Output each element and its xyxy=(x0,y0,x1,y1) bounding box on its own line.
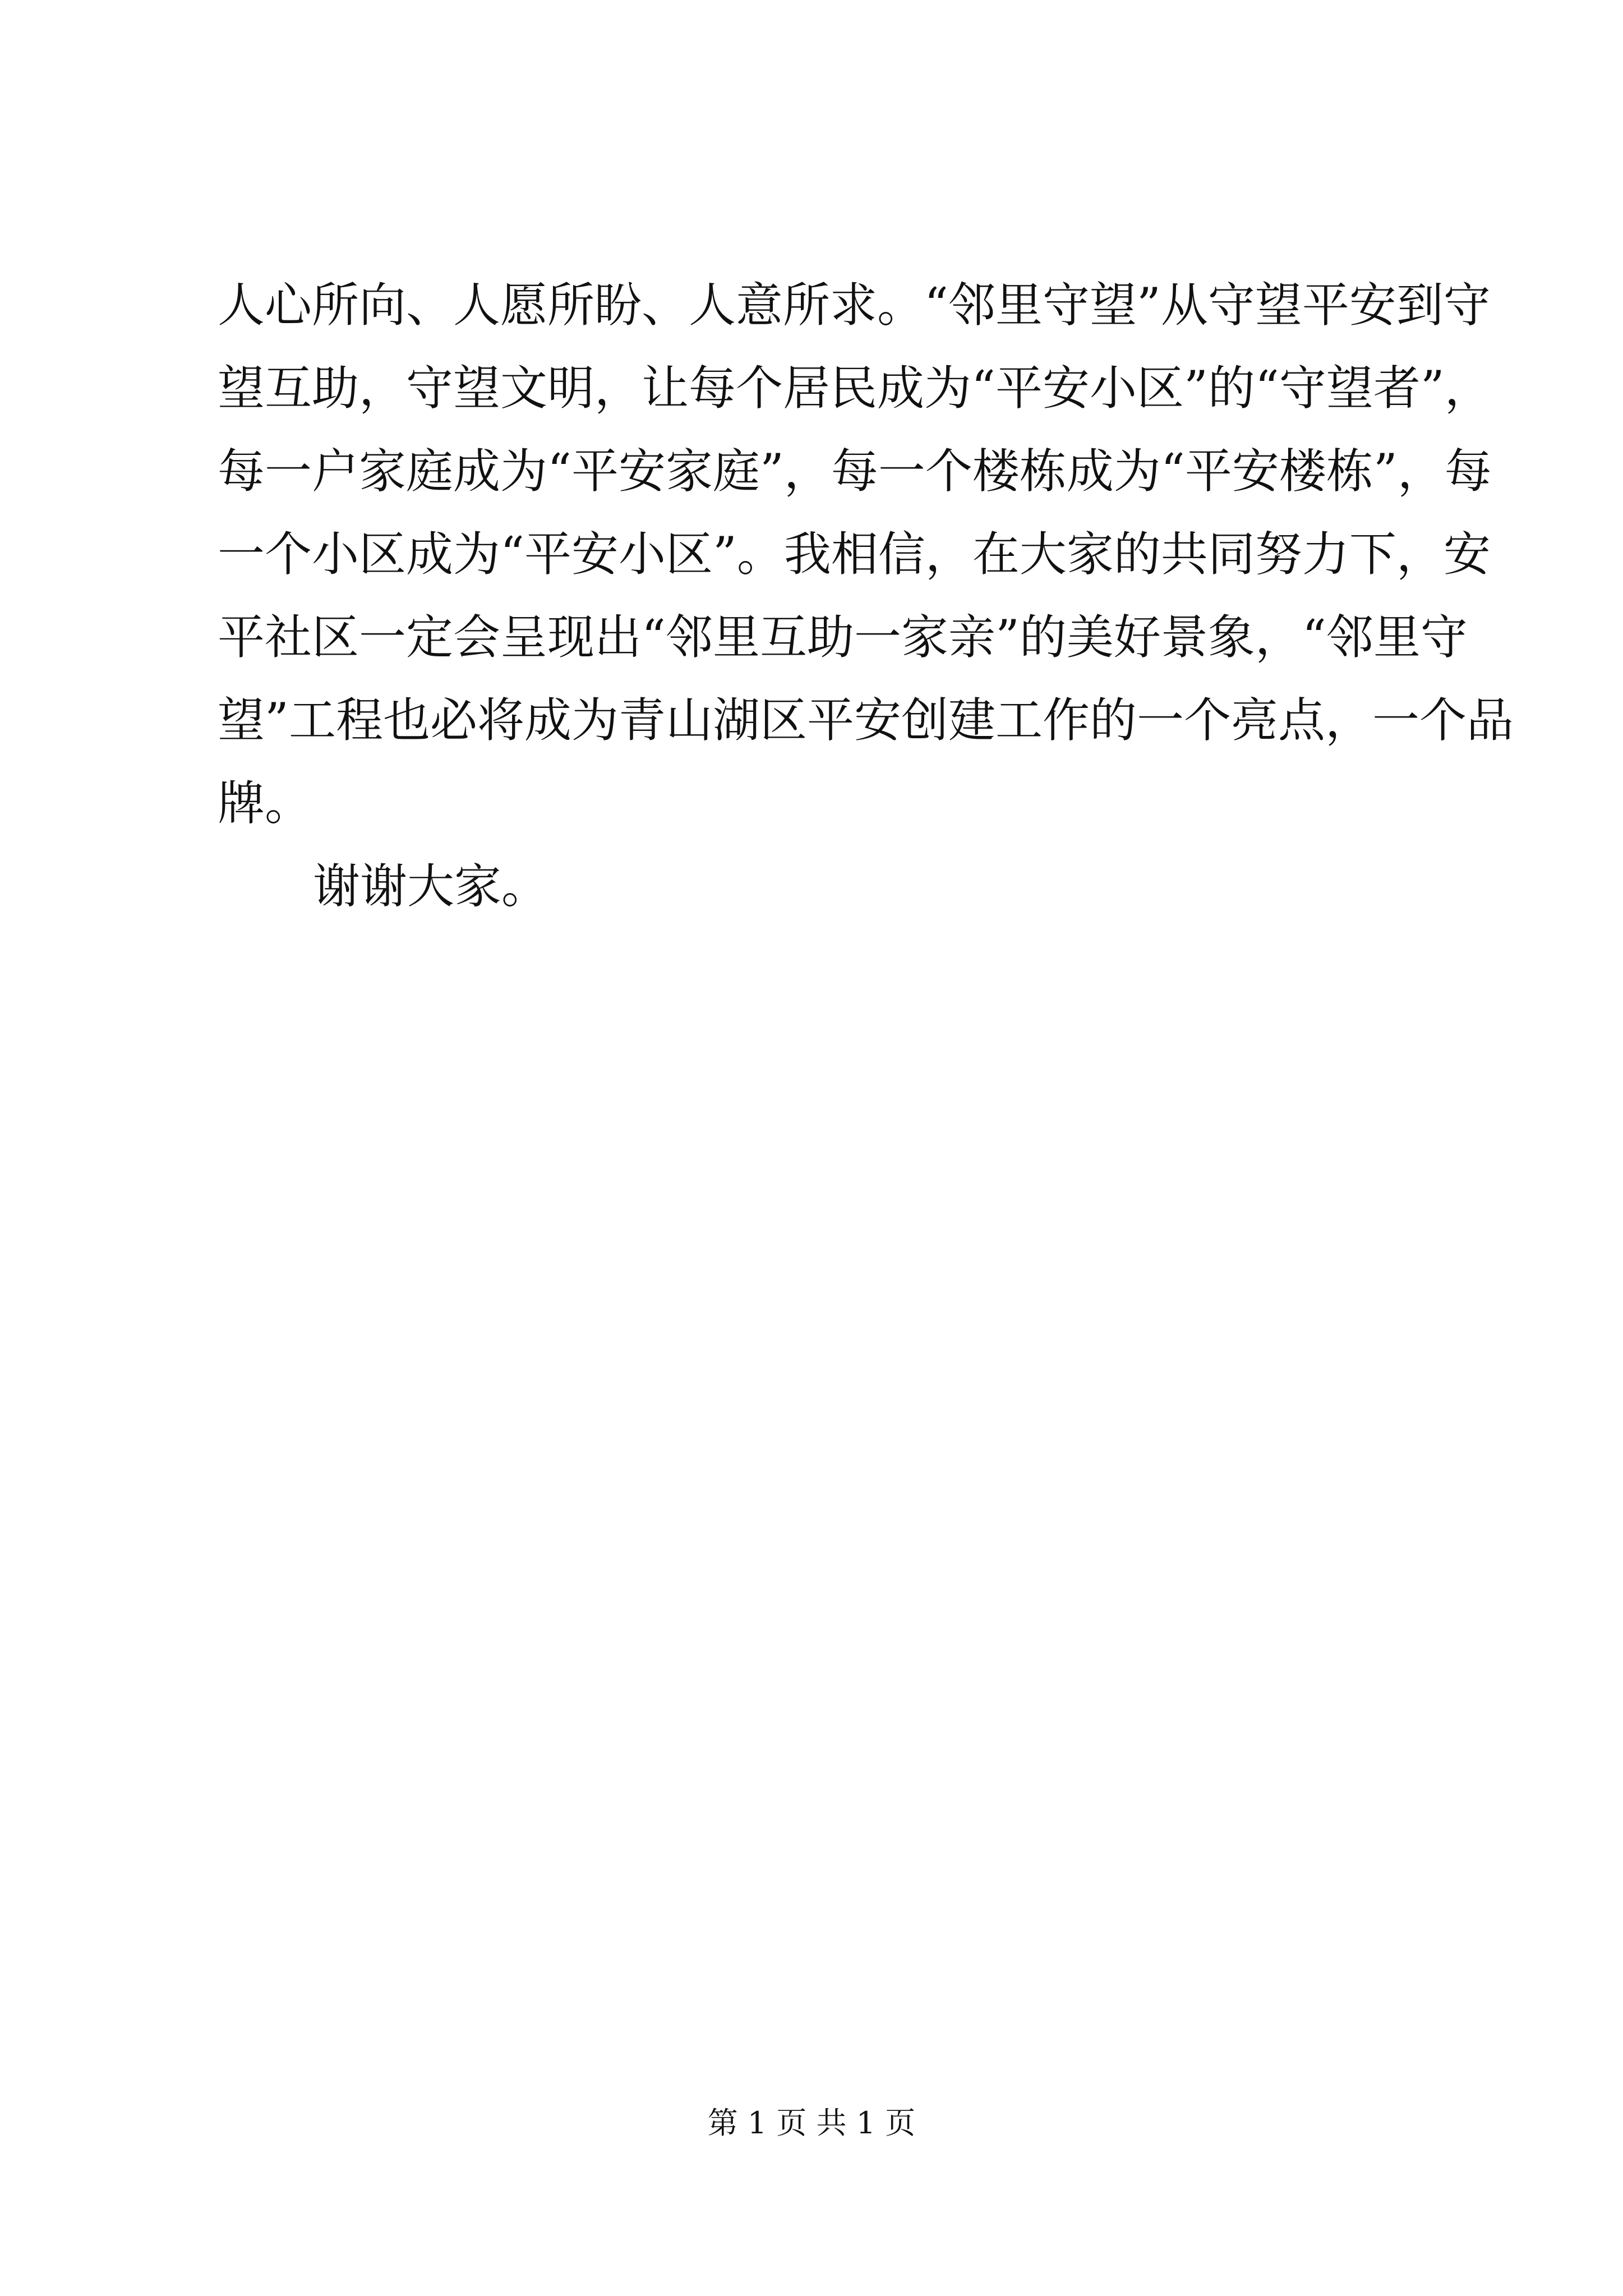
paragraph-line: 每一户家庭成为“平安家庭”，每一个楼栋成为“平安楼栋”，每 xyxy=(218,444,1492,499)
paragraph-line: 望互助，守望文明，让每个居民成为“平安小区”的“守望者”， xyxy=(218,361,1492,416)
paragraph-line: 一个小区成为“平安小区”。我相信，在大家的共同努力下，安 xyxy=(218,527,1491,582)
body-text xyxy=(218,264,1514,928)
page-footer: 第 1 页 共 1 页 xyxy=(707,2105,916,2141)
closing-paragraph: 谢谢大家。 xyxy=(313,859,549,914)
paragraph-line: 人心所向、人愿所盼、人意所求。“邻里守望”从守望平安到守 xyxy=(218,278,1491,333)
paragraph-line: 牌。 xyxy=(218,776,312,831)
paragraph-line: 平社区一定会呈现出“邻里互助一家亲”的美好景象，“邻里守 xyxy=(218,610,1468,665)
paragraph-line: 望”工程也必将成为青山湖区平安创建工作的一个亮点，一个品 xyxy=(218,693,1514,748)
